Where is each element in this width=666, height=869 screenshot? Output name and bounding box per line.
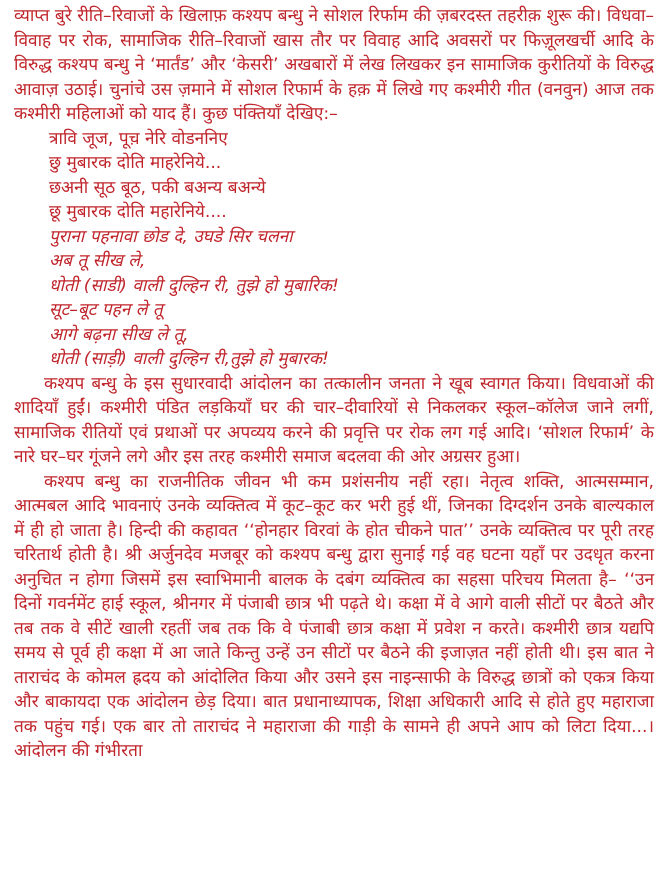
- poem-hindi-translation: [14, 225, 654, 372]
- poem-line: सूट–बूट पहन ले तू: [49, 300, 163, 320]
- poem-line: धोती (साड़ी) वाली दुल्हिन री,तुझे हो मुबारक!: [49, 349, 329, 369]
- poem-line: छु मुबारक दोति माहरेनिये...: [49, 153, 222, 173]
- paragraph-reform-impact: कश्यप बन्धु के इस सुधारवादी आंदोलन का तत्कालीन जनता ने खूब स्वागत किया। विधवाओं की शादियाँ हुईं। कश्मीरी पंडित लड़कियाँ घर की चार–दीवारियों से निकलकर स्कूल–कॉलेज जाने लगीं, सामाजिक रीतियों एवं प्रथाओं पर अपव्यय करने की प्रवृत्ति पर रोक लग गई आदि। ‘सोशल रिफार्म’ के नारे घर–घर गूंजने लगे और इस तरह कश्मीरी समाज बदलवा की ओर अग्रसर हुआ।: [14, 373, 654, 467]
- poem-line: आगे बढ़ना सीख ले तू,: [49, 324, 189, 345]
- poem-kashmiri-verses: [14, 127, 654, 225]
- poem-line: छू मुबारक दोति महारेनिये....: [49, 202, 227, 222]
- paragraph-political-life: कश्यप बन्धु का राजनीतिक जीवन भी कम प्रशंसनीय नहीं रहा। नेतृत्व शक्ति, आत्मसम्मान, आत्मबल आदि भावनाएं उनके व्यक्तित्व में कूट–कूट कर भरी हुई थीं, जिनका दिग्दर्शन उनके बाल्यकाल में ही हो जाता है। हिन्दी की कहावत ‘‘होनहार विरवां के होत चीकने पात’’ उनके व्यक्तित्व पर पूरी तरह चरितार्थ होती है। श्री अर्जुनदेव मजबूर को कश्यप बन्धु द्वारा सुनाई गई वह घटना यहाँ पर उदधृत करना अनुचित न होगा जिसमें इस स्वाभिमानी बालक के दबंग व्यक्तित्व का सहसा परिचय मिलता है– ‘‘उन दिनों गवर्नमेंट हाई स्कूल, श्रीनगर में पंजाबी छात्र भी पढ़ते थे। कक्षा में वे आगे वाली सीटों पर बैठते और तब तक वे सीटें खाली रहतीं जब तक कि वे पंजाबी छात्र कक्षा में प्रवेश न करते। कश्मीरी छात्र यद्यपि समय से पूर्व ही कक्षा में आ जाते किन्तु उन्हें उन सीटों पर बैठने की इजाज़त नहीं होती थी। इस बात ने ताराचंद के कोमल ह्रदय को आंदोलित किया और उसने इस नाइन्साफी के विरुद्ध छात्रों को एकत्र किया और बाकायदा एक आंदोलन छेड़ दिया। बात प्रधानाध्यापक, शिक्षा अधिकारी आदि से होते हुए महाराजा तक पहुंच गई। एक बार तो ताराचंद ने महाराजा की गाड़ी के सामने ही अपने आप को लिटा दिया...। आंदोलन की गंभीरता: [14, 471, 654, 761]
- paragraph-social-reform: व्याप्त बुरे रीति–रिवाजों के खिलाफ़ कश्यप बन्धु ने सोशल रिर्फाम की ज़बरदस्त तहरीक़ शुरू की। विधवा–विवाह पर रोक, सामाजिक रीति–रिवाजों खास तौर पर विवाह आदि अवसरों पर फिज़ूलखर्ची आदि के विरुद्ध कश्यप बन्धु ने ‘मार्तंड’ और ‘केसरी’ अखबारों में लेख लिखकर इन सामाजिक कुरीतियों के विरुद्ध आवाज़ उठाई। चुनांचे उस ज़माने में सोशल रिफार्म के हक़ में लिखे गए कश्मीरी गीत (वनवुन) आज तक कश्मीरी महिलाओं को याद हैं। कुछ पंक्तियाँ देखिए:–: [14, 6, 654, 124]
- poem-line: धोती (साडी) वाली दुल्हिन री, तुझे हो मुबारिक!: [49, 275, 339, 296]
- poem-line: त्रावि जूज, पूच़ नेरि वोडननिए: [49, 128, 228, 149]
- poem-line: पुराना पहनावा छोड दे, उघडे सिर चलना: [49, 226, 293, 247]
- poem-line: छअनी सूठ बूठ, पकी बअन्य बअन्ये: [49, 177, 266, 198]
- poem-line: अब तू सीख ले,: [49, 251, 146, 271]
